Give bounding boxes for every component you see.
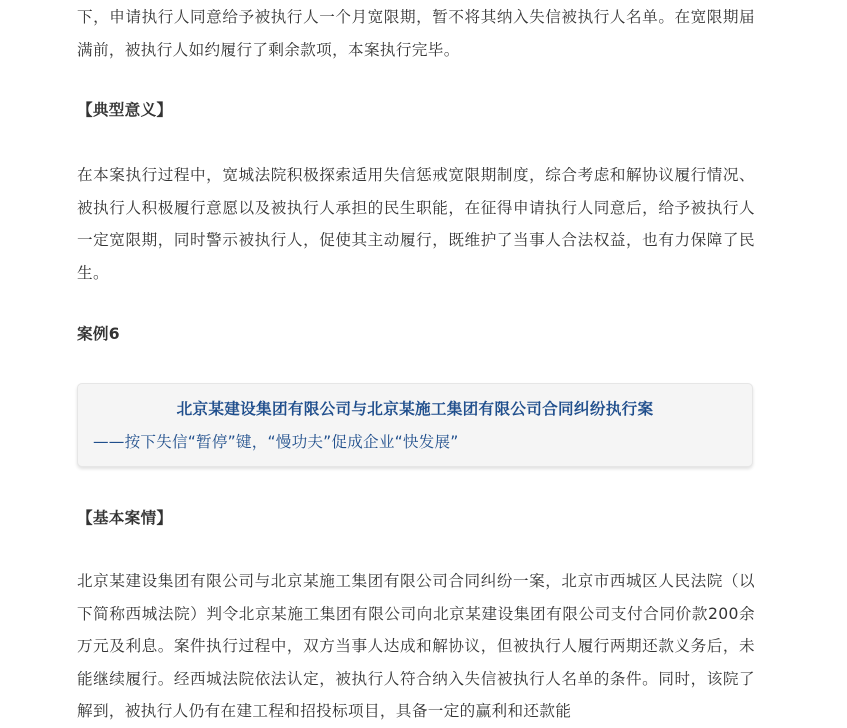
heading-typical-meaning: 【典型意义】 — [77, 101, 173, 119]
paragraph-resolution: 下，申请执行人同意给予被执行人一个月宽限期，暂不将其纳入失信被执行人名单。在宽限期届满前，被执行人如约履行了剩余款项，本案执行完毕。 — [77, 8, 755, 59]
case-title: 北京某建设集团有限公司与北京某施工集团有限公司合同纠纷执行案 — [176, 400, 654, 418]
heading-basic-facts: 【基本案情】 — [77, 509, 173, 527]
paragraph-typical-meaning: 在本案执行过程中，宽城法院积极探索适用失信惩戒宽限期制度，综合考虑和解协议履行情况、被执行人积极履行意愿以及被执行人承担的民生职能，在征得申请执行人同意后，给予被执行人一定宽限期，同时警示被执行人，促使其主动履行，既维护了当事人合法权益，也有力保障了民生。 — [77, 166, 755, 282]
case-subtitle: ——按下失信“暂停”键，“慢功夫”促成企业“快发展” — [93, 433, 459, 451]
paragraph-basic-facts: 北京某建设集团有限公司与北京某施工集团有限公司合同纠纷一案，北京市西城区人民法院（以下简称西城法院）判令北京某施工集团有限公司向北京某建设集团有限公司支付合同价款200余万元及利息。案件执行过程中，双方当事人达成和解协议，但被执行人履行两期还款义务后，未能继续履行。经西城法院依法认定，被执行人符合纳入失信被执行人名单的条件。同时，该院了解到，被执行人仍有在建工程和招投标项目，具备一定的赢利和还款能 — [77, 572, 755, 721]
case-title-card — [77, 383, 753, 467]
heading-case-6: 案例6 — [77, 325, 120, 343]
